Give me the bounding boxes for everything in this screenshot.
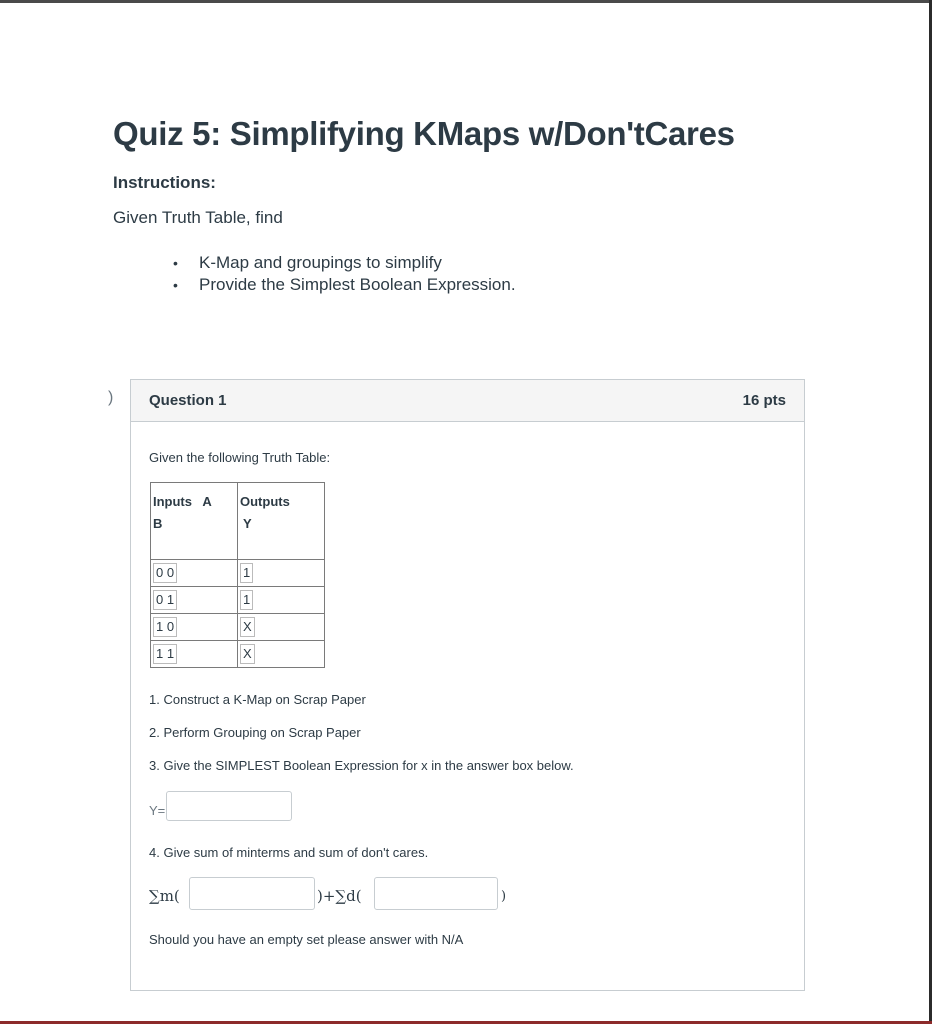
instructions-text: Given Truth Table, find bbox=[113, 208, 283, 227]
window-top-border bbox=[0, 0, 932, 3]
table-cell-inputs: 0 0 bbox=[151, 560, 238, 587]
step-3-text: 3. Give the SIMPLEST Boolean Expression for x in the answer box below. bbox=[149, 758, 574, 773]
empty-set-note: Should you have an empty set please answer with N/A bbox=[149, 932, 464, 947]
header-outputs-line2: Y bbox=[243, 516, 252, 531]
truth-table bbox=[150, 482, 325, 668]
y-expression-input[interactable] bbox=[166, 791, 292, 821]
step-2-text: 2. Perform Grouping on Scrap Paper bbox=[149, 725, 361, 740]
table-row bbox=[151, 641, 325, 668]
sigma-d-label: )+∑d( bbox=[317, 887, 362, 905]
bullet-text: Provide the Simplest Boolean Expression. bbox=[199, 275, 516, 294]
table-cell-output: X bbox=[238, 614, 325, 641]
bullet-text: K-Map and groupings to simplify bbox=[199, 253, 442, 272]
sigma-m-label: ∑m( bbox=[149, 887, 180, 905]
bullet-icon: • bbox=[173, 277, 178, 293]
step-1-text: 1. Construct a K-Map on Scrap Paper bbox=[149, 692, 366, 707]
question-name: Question 1 bbox=[149, 392, 227, 409]
list-item bbox=[173, 252, 516, 274]
table-header-inputs bbox=[151, 483, 238, 560]
question-points: 16 pts bbox=[742, 392, 786, 409]
question-nav-icon[interactable]: ) bbox=[108, 389, 114, 406]
bullet-icon: • bbox=[173, 255, 178, 271]
header-inputs-line1: Inputs A bbox=[153, 494, 212, 509]
header-outputs-line1: Outputs bbox=[240, 494, 290, 509]
question-header bbox=[131, 380, 804, 422]
y-label: Y= bbox=[149, 803, 166, 818]
step-4-text: 4. Give sum of minterms and sum of don't cares. bbox=[149, 845, 429, 860]
table-row bbox=[151, 560, 325, 587]
question-card bbox=[130, 379, 805, 991]
question-intro: Given the following Truth Table: bbox=[149, 450, 331, 465]
table-cell-output: 1 bbox=[238, 560, 325, 587]
table-row bbox=[151, 614, 325, 641]
instructions-list bbox=[173, 252, 516, 296]
minterms-input[interactable] bbox=[189, 877, 315, 910]
table-row bbox=[151, 587, 325, 614]
table-header-outputs bbox=[238, 483, 325, 560]
table-cell-inputs: 0 1 bbox=[151, 587, 238, 614]
header-inputs-line2: B bbox=[153, 516, 163, 531]
table-cell-output: X bbox=[238, 641, 325, 668]
list-item bbox=[173, 274, 516, 296]
table-cell-inputs: 1 0 bbox=[151, 614, 238, 641]
dontcares-input[interactable] bbox=[374, 877, 498, 910]
close-paren: ) bbox=[501, 889, 507, 904]
table-cell-output: 1 bbox=[238, 587, 325, 614]
quiz-title: Quiz 5: Simplifying KMaps w/Don'tCares bbox=[113, 115, 735, 152]
instructions-heading: Instructions: bbox=[113, 173, 216, 192]
table-cell-inputs: 1 1 bbox=[151, 641, 238, 668]
